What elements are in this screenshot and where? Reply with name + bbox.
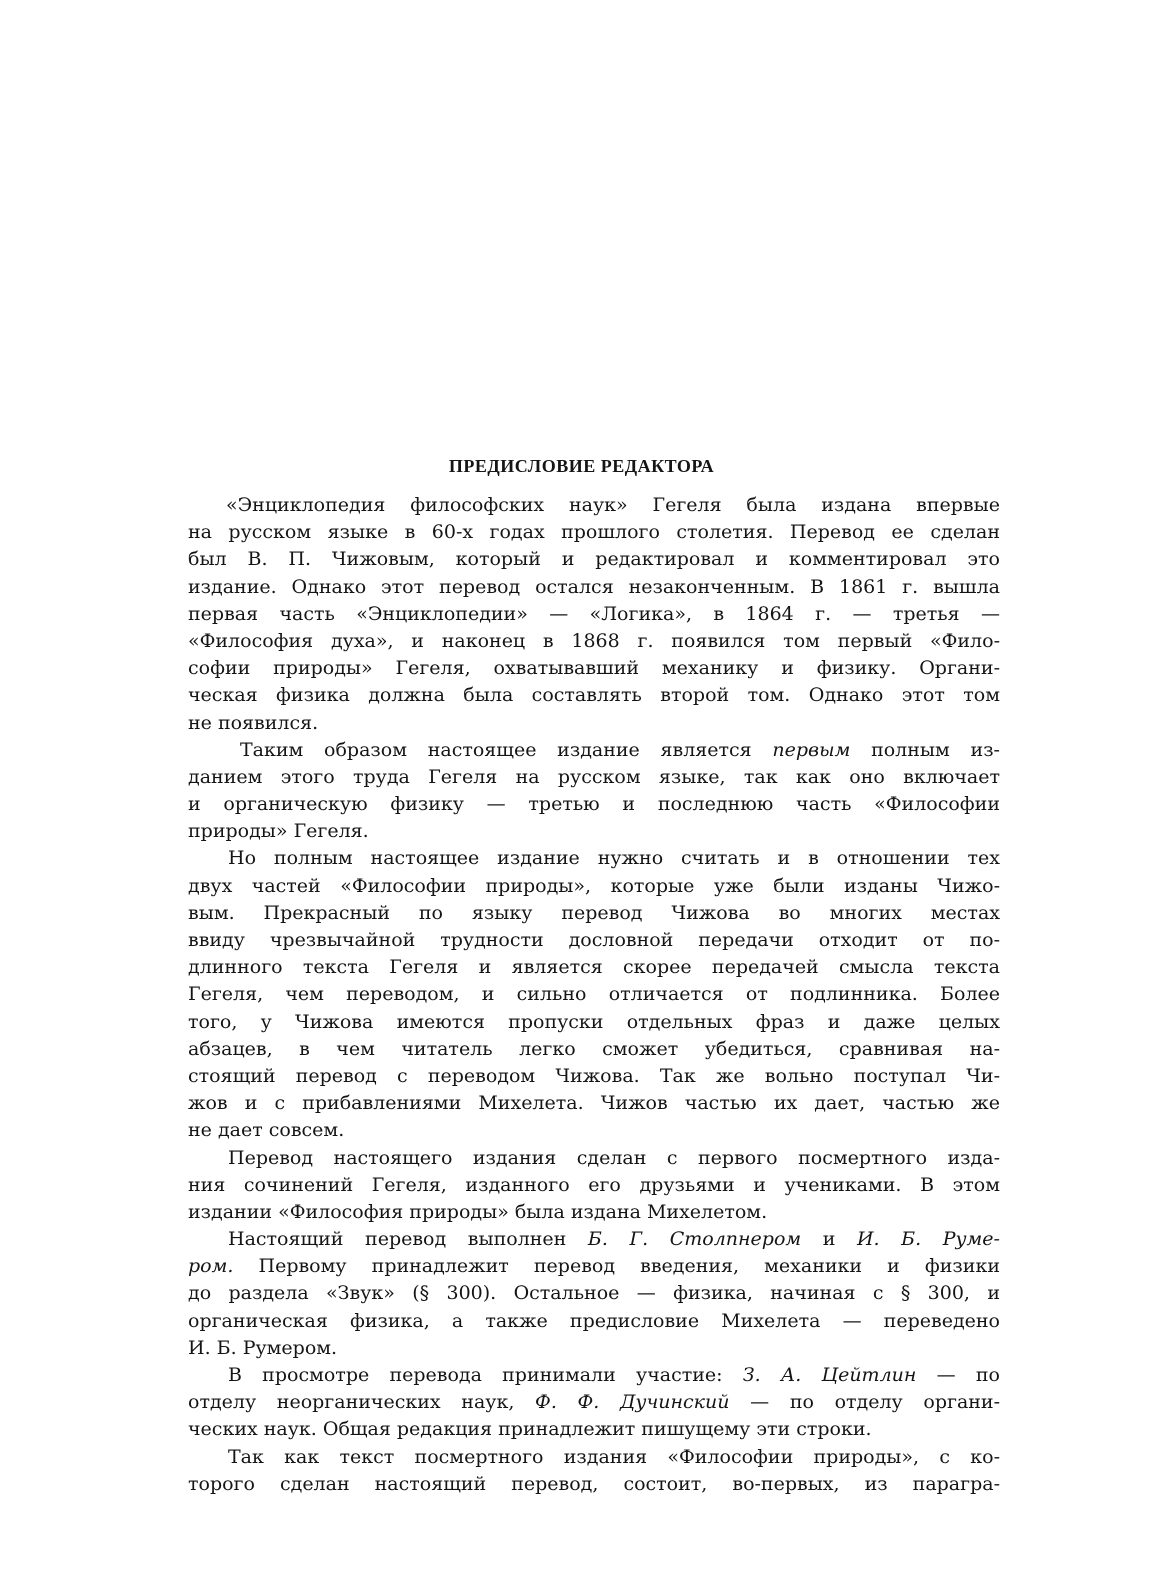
text-line: стоящий перевод с переводом Чижова. Так же вольно поступал Чи-: [188, 1064, 1000, 1087]
text-line: двух частей «Философии природы», которые уже были изданы Чижо-: [188, 874, 1000, 897]
text-line: вым. Прекрасный по языку перевод Чижова во многих местах: [188, 901, 1000, 924]
text-line: «Философия духа», и наконец в 1868 г. появился том первый «Фило-: [188, 629, 1000, 652]
text-line: данием этого труда Гегеля на русском языке, так как оно включает: [188, 765, 1000, 788]
text-line: на русском языке в 60-х годах прошлого столетия. Перевод ее сделан: [188, 521, 1000, 544]
text-line: абзацев, в чем читатель легко сможет убедиться, сравнивая на-: [188, 1037, 1000, 1060]
text-line: ческая физика должна была составлять второй том. Однако этот том: [188, 684, 1000, 707]
text-line: природы» Гегеля.: [188, 820, 369, 843]
text-line: Но полным настоящее издание нужно считать и в отношении тех: [228, 847, 1000, 870]
text-line: был В. П. Чижовым, который и редактировал и комментировал это: [188, 548, 1000, 571]
text-segment: — по отделу органи-: [750, 1391, 1001, 1414]
text-line: не появился.: [188, 711, 319, 734]
text-line: жов и с прибавлениями Михелета. Чижов частью их дает, частью же: [188, 1092, 1000, 1115]
text-segment: Таким образом настоящее издание является: [240, 738, 752, 761]
text-line: ния сочинений Гегеля, изданного его друзьями и учениками. В этом: [188, 1173, 1000, 1196]
text-line: ввиду чрезвычайной трудности дословной передачи отходит от по-: [188, 929, 1000, 951]
text-line: [188, 1226, 1000, 1253]
text-line: «Энциклопедия философских наук» Гегеля была издана впервые: [226, 494, 1000, 516]
text-line: длинного текста Гегеля и является скорее передачей смысла текста: [188, 956, 1000, 979]
text-line: не дает совсем.: [188, 1119, 345, 1142]
text-line: [188, 1362, 1000, 1389]
text-line: того, у Чижова имеются пропуски отдельных фраз и даже целых: [188, 1010, 1000, 1033]
text-line: Так как текст посмертного издания «Философии природы», с ко-: [228, 1445, 1000, 1468]
text-segment: и: [822, 1228, 836, 1251]
body-text: [188, 492, 1000, 1498]
text-segment: В просмотре перевода принимали участие:: [228, 1364, 723, 1386]
page-heading: ПРЕДИСЛОВИЕ РЕДАКТОРА: [448, 456, 715, 476]
text-line: [188, 737, 1000, 764]
text-segment: отделу неорганических наук,: [188, 1391, 515, 1414]
translator-name: И. Б. Руме-: [856, 1228, 1000, 1251]
translator-name: Б. Г. Столпнером: [587, 1228, 802, 1251]
text-line: [188, 1389, 1000, 1416]
text-line: до раздела «Звук» (§ 300). Остальное — физика, начиная с § 300, и: [188, 1282, 1000, 1305]
text-line: издание. Однако этот перевод остался незаконченным. В 1861 г. вышла: [188, 575, 1000, 598]
text-segment: Первому принадлежит перевод введения, механики и физики: [258, 1255, 1000, 1278]
text-line: издании «Философия природы» была издана Михелетом.: [188, 1200, 768, 1223]
text-line: Гегеля, чем переводом, и сильно отличается от подлинника. Более: [188, 983, 1000, 1006]
reviewer-name: Ф. Ф. Дучинский: [535, 1391, 730, 1414]
translator-name: ром.: [188, 1255, 234, 1278]
text-line: [188, 1253, 1000, 1280]
text-line: и органическую физику — третью и последнюю часть «Философии: [188, 793, 1000, 816]
text-line: софии природы» Гегеля, охватывавший механику и физику. Органи-: [188, 657, 1000, 680]
reviewer-name: З. А. Цейтлин: [742, 1364, 917, 1386]
text-line: первая часть «Энциклопедии» — «Логика», в 1864 г. — третья —: [188, 602, 1000, 625]
text-line: органическая физика, а также предисловие Михелета — переведено: [188, 1309, 1000, 1332]
text-line: И. Б. Румером.: [188, 1336, 338, 1359]
text-segment: полным из-: [871, 738, 1000, 761]
text-segment: Настоящий перевод выполнен: [228, 1228, 567, 1251]
text-line: торого сделан настоящий перевод, состоит, во-первых, из парагра-: [188, 1472, 1000, 1495]
text-segment: — по: [936, 1364, 1000, 1386]
text-line: ческих наук. Общая редакция принадлежит пишущему эти строки.: [188, 1418, 872, 1441]
text-line: Перевод настоящего издания сделан с первого посмертного изда-: [228, 1146, 1000, 1169]
emphasis-text: первым: [772, 738, 851, 761]
